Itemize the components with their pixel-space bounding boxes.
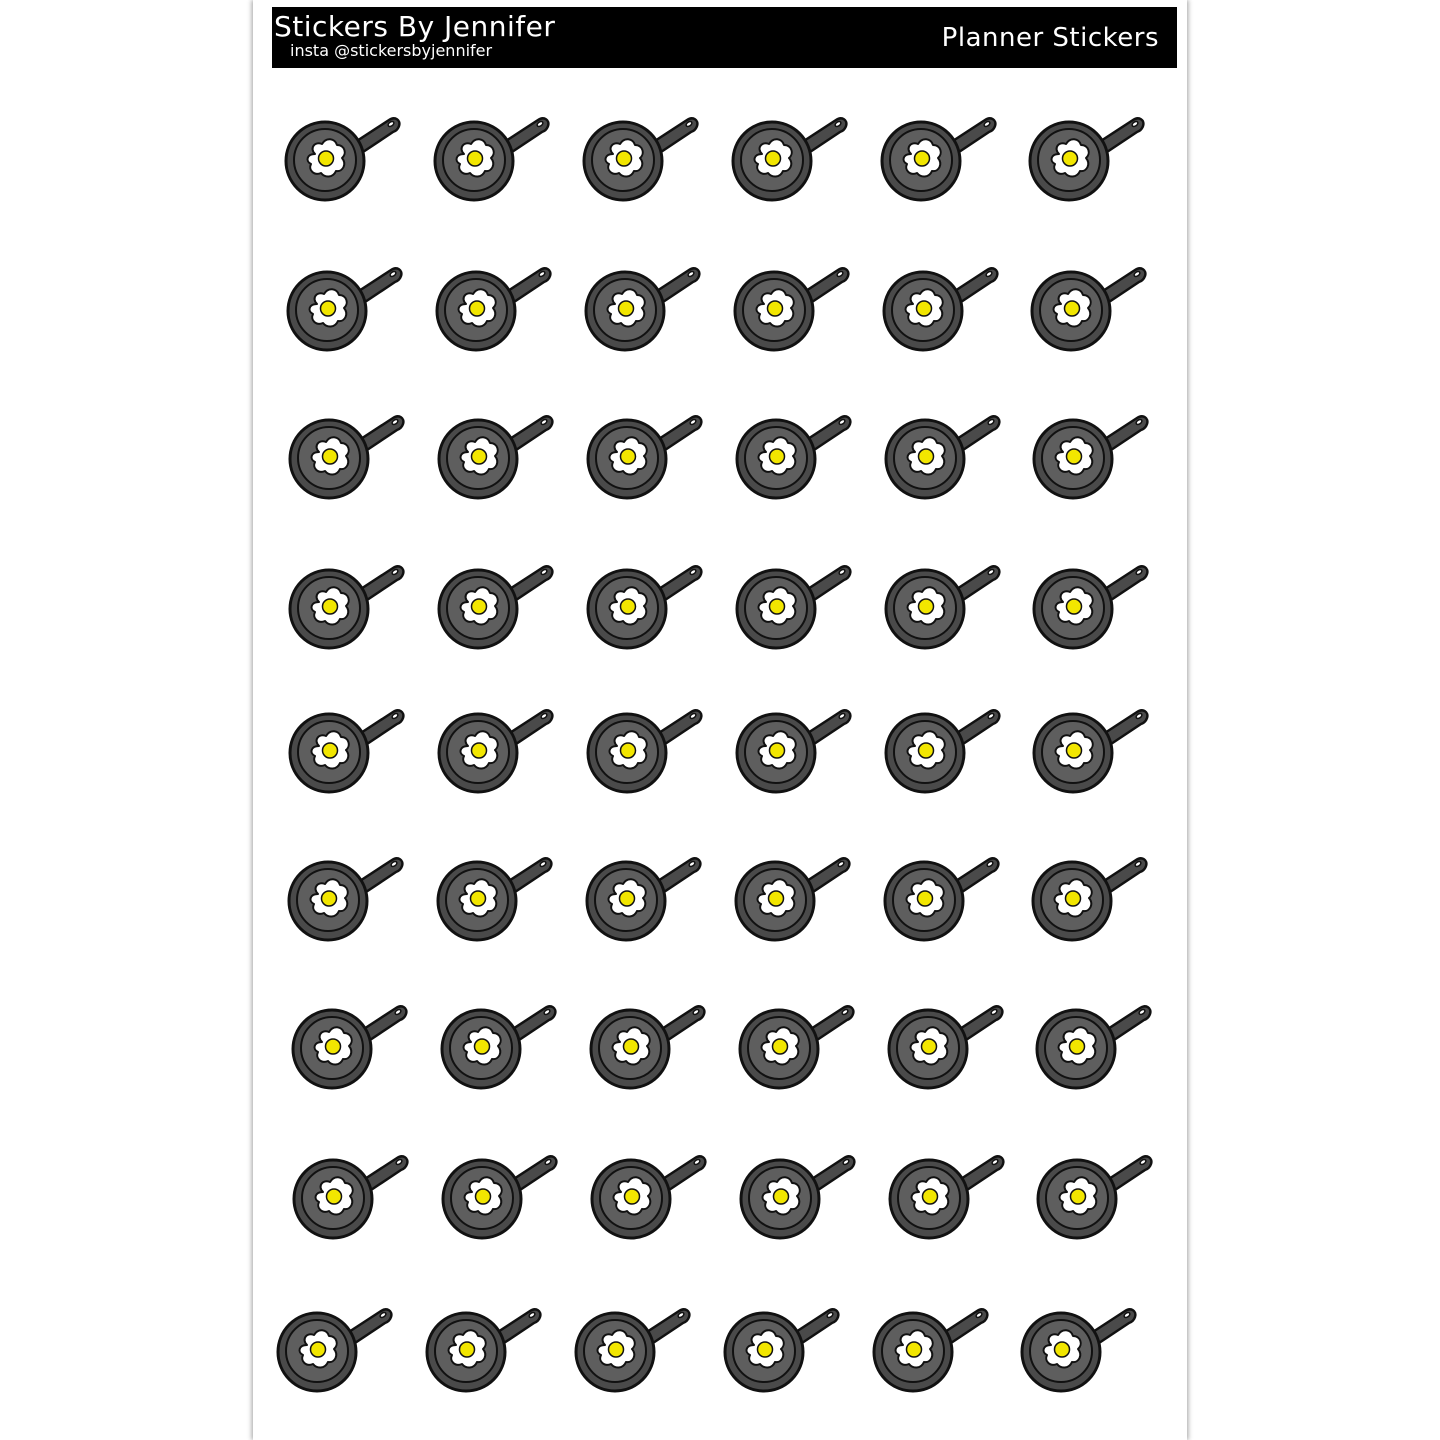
frying-pan-egg-icon xyxy=(418,560,558,670)
frying-pan-egg-icon xyxy=(1013,410,1153,520)
frying-pan-egg-icon xyxy=(417,852,557,962)
frying-pan-egg-icon xyxy=(712,112,852,222)
frying-pan-egg-icon xyxy=(566,852,706,962)
frying-pan-egg-icon xyxy=(863,262,1003,372)
frying-pan-egg-icon xyxy=(272,1000,412,1110)
frying-pan-egg-icon xyxy=(1017,1150,1157,1260)
frying-pan-egg-icon xyxy=(567,704,707,814)
frying-pan-egg-icon xyxy=(716,704,856,814)
frying-pan-egg-icon xyxy=(267,262,407,372)
frying-pan-egg-icon xyxy=(865,560,1005,670)
frying-pan-egg-icon xyxy=(868,1000,1008,1110)
instagram-handle: insta @stickersbyjennifer xyxy=(290,41,493,60)
frying-pan-egg-icon xyxy=(565,262,705,372)
sticker-grid xyxy=(253,0,1187,1440)
frying-pan-egg-icon xyxy=(1011,262,1151,372)
frying-pan-egg-icon xyxy=(1013,704,1153,814)
frying-pan-egg-icon xyxy=(268,852,408,962)
frying-pan-egg-icon xyxy=(567,410,707,520)
frying-pan-egg-icon xyxy=(720,1150,860,1260)
frying-pan-egg-icon xyxy=(570,1000,710,1110)
frying-pan-egg-icon xyxy=(273,1150,413,1260)
frying-pan-egg-icon xyxy=(719,1000,859,1110)
sticker-sheet xyxy=(253,0,1187,1440)
frying-pan-egg-icon xyxy=(716,560,856,670)
frying-pan-egg-icon xyxy=(406,1303,546,1413)
frying-pan-egg-icon xyxy=(563,112,703,222)
frying-pan-egg-icon xyxy=(418,704,558,814)
frying-pan-egg-icon xyxy=(865,410,1005,520)
frying-pan-egg-icon xyxy=(1016,1000,1156,1110)
frying-pan-egg-icon xyxy=(704,1303,844,1413)
frying-pan-egg-icon xyxy=(714,262,854,372)
frying-pan-egg-icon xyxy=(257,1303,397,1413)
frying-pan-egg-icon xyxy=(269,410,409,520)
sheet-title: Planner Stickers xyxy=(941,23,1159,53)
frying-pan-egg-icon xyxy=(571,1150,711,1260)
frying-pan-egg-icon xyxy=(1001,1303,1141,1413)
frying-pan-egg-icon xyxy=(269,560,409,670)
frying-pan-egg-icon xyxy=(421,1000,561,1110)
frying-pan-egg-icon xyxy=(422,1150,562,1260)
frying-pan-egg-icon xyxy=(1013,560,1153,670)
frying-pan-egg-icon xyxy=(269,704,409,814)
frying-pan-egg-icon xyxy=(716,410,856,520)
brand-name: Stickers By Jennifer xyxy=(274,10,556,43)
frying-pan-egg-icon xyxy=(418,410,558,520)
frying-pan-egg-icon xyxy=(865,704,1005,814)
frying-pan-egg-icon xyxy=(1009,112,1149,222)
frying-pan-egg-icon xyxy=(864,852,1004,962)
frying-pan-egg-icon xyxy=(861,112,1001,222)
frying-pan-egg-icon xyxy=(853,1303,993,1413)
frying-pan-egg-icon xyxy=(1012,852,1152,962)
frying-pan-egg-icon xyxy=(414,112,554,222)
frying-pan-egg-icon xyxy=(416,262,556,372)
frying-pan-egg-icon xyxy=(265,112,405,222)
frying-pan-egg-icon xyxy=(555,1303,695,1413)
frying-pan-egg-icon xyxy=(869,1150,1009,1260)
frying-pan-egg-icon xyxy=(715,852,855,962)
frying-pan-egg-icon xyxy=(567,560,707,670)
